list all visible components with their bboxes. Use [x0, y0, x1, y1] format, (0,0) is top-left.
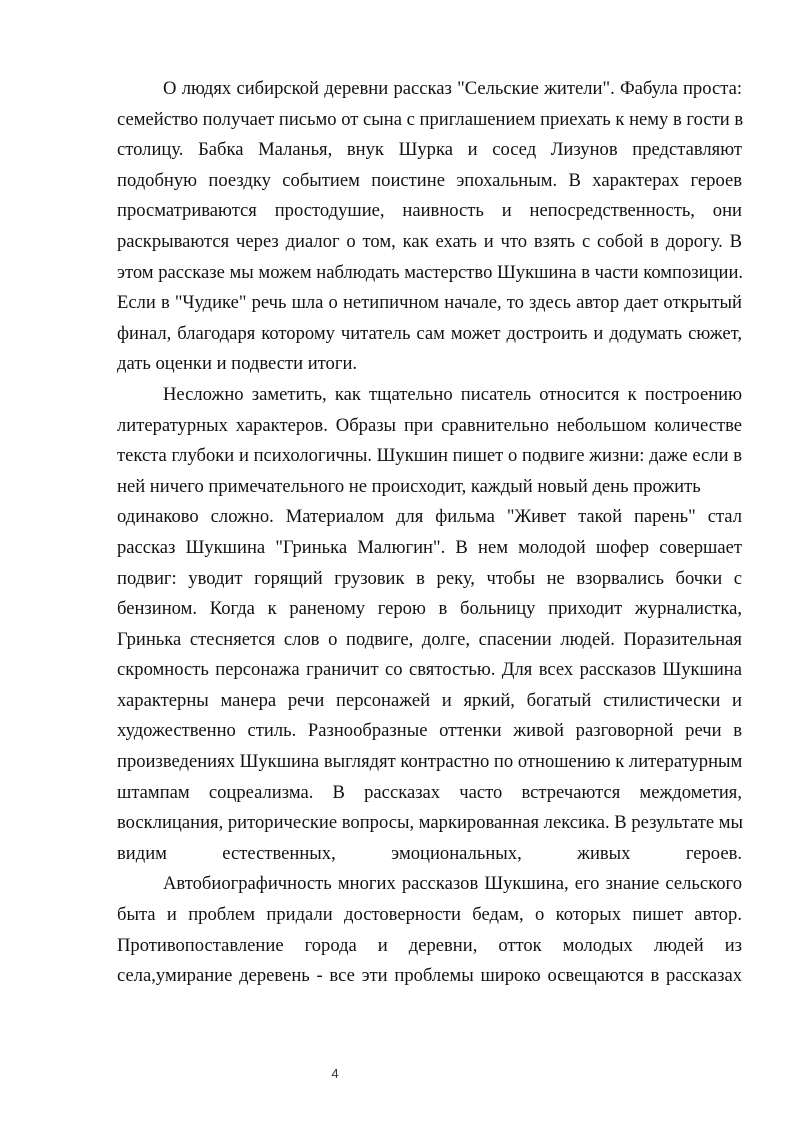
text-line: ней ничего примечательного не происходит, каждый новый день прожить	[117, 475, 701, 497]
text-line: семейство получает письмо от сына с приглашением приехать к нему в гости в	[117, 108, 744, 130]
text-line: характерны манера речи персонажей и яркий, богатый стилистически и	[117, 689, 742, 711]
text-line: произведениях Шукшина выглядят контрастно по отношению к литературным	[117, 751, 743, 773]
text-line: финал, благодаря которому читатель сам может достроить и додумать сюжет,	[117, 322, 742, 344]
text-line: подобную поездку событием поистине эпохальным. В характерах героев	[117, 169, 742, 191]
text-line: восклицания, риторические вопросы, маркированная лексика. В результате мы	[117, 812, 743, 834]
text-line: О людях сибирской деревни рассказ "Сельские жители". Фабула проста:	[163, 78, 742, 99]
text-line: быта и проблем придали достоверности бедам, о которых пишет автор.	[117, 904, 742, 926]
text-line: этом рассказе мы можем наблюдать мастерство Шукшина в части композиции.	[117, 261, 744, 283]
page-number: 4	[331, 1066, 339, 1081]
text-line: одинаково сложно. Материалом для фильма "Живет такой парень" стал	[117, 506, 742, 528]
text-line: Противопоставление города и деревни, отток молодых людей из	[117, 934, 742, 956]
text-line: скромность персонажа граничит со святостью. Для всех рассказов Шукшина	[117, 659, 742, 681]
text-line: подвиг: уводит горящий грузовик в реку, чтобы не взорвались бочки с	[117, 567, 742, 589]
text-line: столицу. Бабка Маланья, внук Шурка и сосед Лизунов представляют	[117, 139, 742, 161]
text-line: текста глубоки и психологичны. Шукшин пишет о подвиге жизни: даже если в	[117, 445, 742, 467]
text-line: раскрываются через диалог о том, как ехать и что взять с собой в дорогу. В	[117, 230, 742, 252]
text-line: Несложно заметить, как тщательно писатель относится к построению	[163, 383, 742, 405]
body-text	[117, 74, 742, 992]
text-line: Гринька стесняется слов о подвиге, долге, спасении людей. Поразительная	[117, 628, 742, 650]
text-line: штампам соцреализма. В рассказах часто встречаются междометия,	[117, 781, 742, 803]
text-line: рассказ Шукшина "Гринька Малюгин". В нем молодой шофер совершает	[117, 536, 742, 558]
text-line: просматриваются простодушие, наивность и непосредственность, они	[117, 200, 742, 222]
text-line: Если в "Чудике" речь шла о нетипичном начале, то здесь автор дает открытый	[117, 292, 742, 314]
text-line: дать оценки и подвести итоги.	[117, 353, 358, 375]
text-line: Автобиографичность многих рассказов Шукшина, его знание сельского	[163, 873, 742, 895]
text-line: видим естественных, эмоциональных, живых героев.	[117, 842, 742, 864]
text-line: села,умирание деревень - все эти проблемы широко освещаются в рассказах	[117, 965, 742, 987]
text-line: бензином. Когда к раненому герою в больницу приходит журналистка,	[117, 598, 742, 620]
text-line: художественно стиль. Разнообразные оттенки живой разговорной речи в	[117, 720, 742, 742]
text-line: литературных характеров. Образы при сравнительно небольшом количестве	[117, 414, 742, 436]
